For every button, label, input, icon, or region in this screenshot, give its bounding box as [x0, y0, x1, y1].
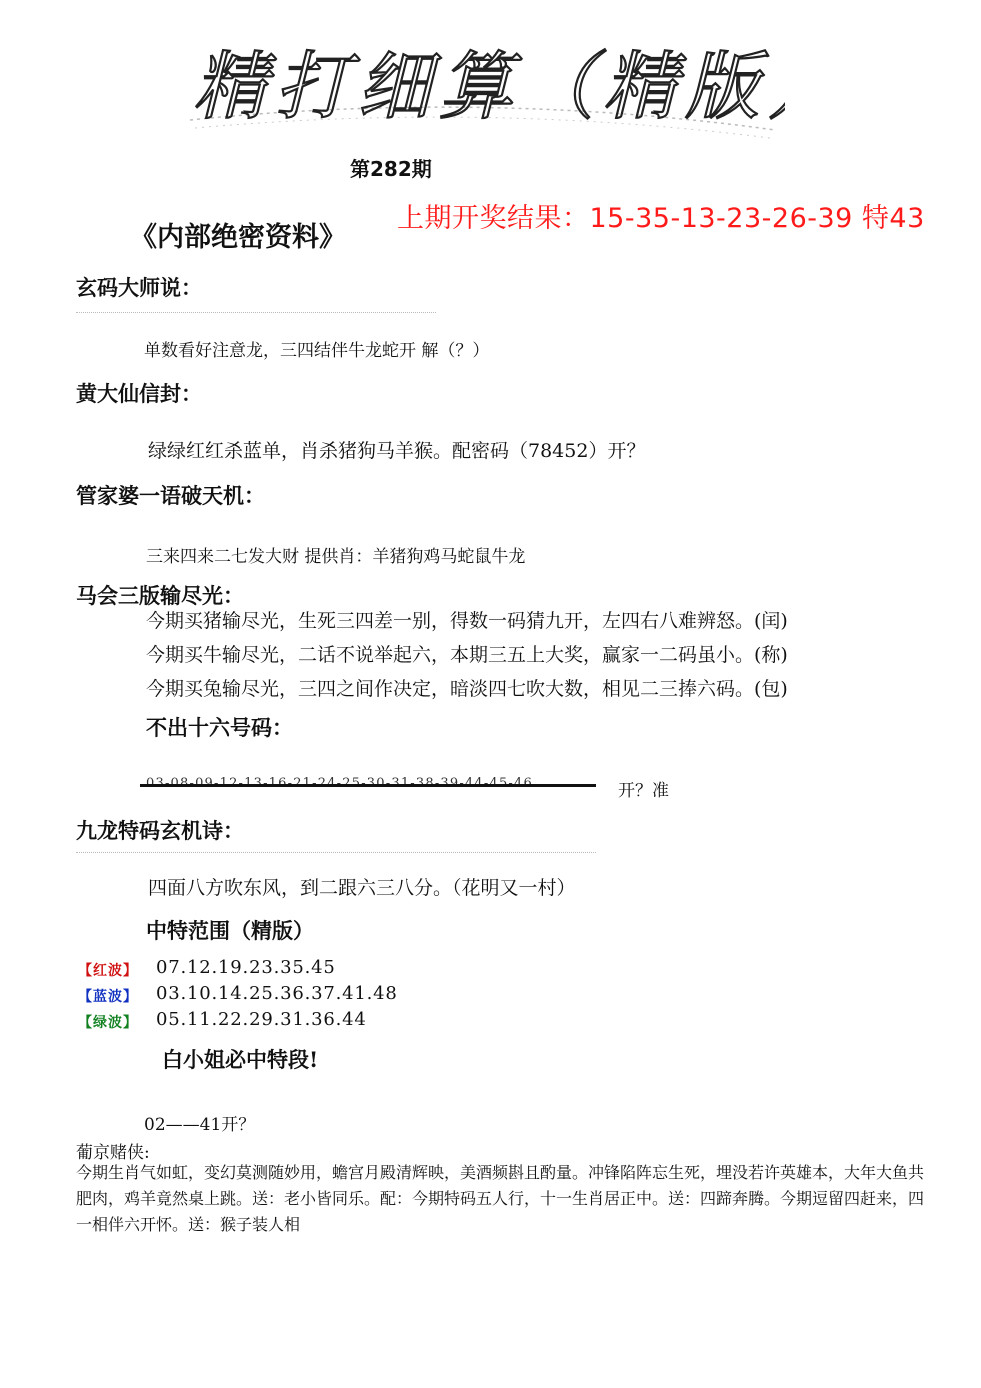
divider [76, 852, 596, 853]
red-wave-numbers: 07.12.19.23.35.45 [156, 957, 336, 978]
mahui-heading: 马会三版输尽光： [76, 583, 244, 608]
guanjia-heading: 管家婆一语破天机： [76, 483, 265, 508]
guanjia-text: 三来四来二七发大财 提供肖：羊猪狗鸡马蛇鼠牛龙 [146, 547, 526, 567]
mahui-line: 今期买兔输尽光，三四之间作决定，暗淡四七吹大数，相见二三捧六码。(包) [146, 678, 788, 700]
last-draw-result: 上期开奖结果：15-35-13-23-26-39 特43 [397, 203, 925, 234]
excluded-numbers: 03-08-09-12-13-16-21-24-25-30-31-38-39-44-45-46 [146, 776, 533, 791]
blue-wave-numbers: 03.10.14.25.36.37.41.48 [156, 983, 398, 1004]
mahui-line: 今期买牛输尽光，二话不说举起六，本期三五上大奖，赢家一二码虽小。(称) [146, 644, 788, 666]
blue-wave-label: 【蓝波】 [78, 989, 138, 1005]
document-title: 《内部绝密资料》 [130, 222, 346, 253]
bai-heading: 白小姐必中特段! [162, 1047, 319, 1072]
green-wave-numbers: 05.11.22.29.31.36.44 [156, 1009, 367, 1030]
xuanma-text: 单数看好注意龙，三四结伴牛龙蛇开 解（？） [144, 341, 490, 361]
bai-text: 02——41开？ [144, 1115, 256, 1135]
red-wave-label: 【红波】 [78, 963, 138, 979]
excluded-note: 开？准 [618, 781, 669, 801]
buchu-heading: 不出十六号码： [146, 715, 293, 740]
huang-heading: 黄大仙信封： [76, 381, 202, 406]
green-wave-label: 【绿波】 [78, 1015, 138, 1031]
title-logo [185, 20, 785, 145]
issue-number: 第282期 [350, 157, 432, 181]
xuanma-heading: 玄码大师说： [76, 275, 202, 300]
title-logo-art [185, 20, 785, 145]
divider [76, 312, 436, 313]
jiulong-text: 四面八方吹东风，到二跟六三八分。（花明又一村） [148, 877, 576, 899]
zhongte-heading: 中特范围（精版） [146, 918, 314, 943]
pujing-heading: 葡京赌侠: [76, 1143, 150, 1163]
strikethrough-line [140, 784, 596, 787]
huang-text: 绿绿红红杀蓝单，肖杀猪狗马羊猴。配密码（78452）开？ [148, 440, 646, 462]
jiulong-heading: 九龙特码玄机诗： [76, 818, 244, 843]
logo-text: 精打细算（精版） [193, 44, 785, 130]
mahui-line: 今期买猪输尽光，生死三四差一别，得数一码猜九开，左四右八难辨怒。(闰) [146, 610, 788, 632]
pujing-text: 今期生肖气如虹，变幻莫测随妙用，蟾宫月殿清辉映，美酒频斟且酌量。冲锋陷阵忘生死，埋没若许英雄本，大年大鱼共肥肉，鸡羊竟然桌上跳。送：老小皆同乐。配：今期特码五人行，十一生肖居正中。送：四蹄奔腾。今期逗留四赶来，四一相伴六开怀。送：猴子装人相 [76, 1163, 925, 1234]
